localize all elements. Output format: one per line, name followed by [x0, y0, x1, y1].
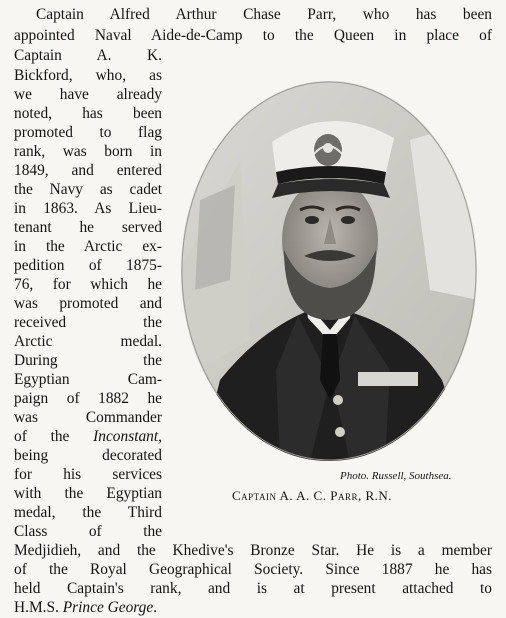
- article-line: During the: [14, 352, 162, 369]
- article-line: with the Egyptian: [14, 485, 162, 502]
- article-line: was Commander: [14, 409, 162, 426]
- article-line: we have already: [14, 86, 162, 103]
- article-line: rank, was born in: [14, 143, 162, 160]
- article-line: Bickford, who, as: [14, 67, 162, 84]
- article-line: noted, has been: [14, 105, 162, 122]
- portrait-illustration: [180, 80, 478, 462]
- article-line: pedition of 1875-: [14, 257, 162, 274]
- text-run: of the: [14, 428, 94, 445]
- article-line: [14, 428, 162, 447]
- article-line: held Captain's rank, and is at present attached to: [14, 580, 492, 597]
- article-line: Captain A. K.: [14, 47, 162, 64]
- article-line: received the: [14, 314, 162, 331]
- text-run: ,: [158, 428, 162, 445]
- ship-name: Prince George: [62, 599, 154, 616]
- article-line: Captain Alfred Arthur Chase Parr, who has been: [36, 6, 492, 23]
- article-line: was promoted and: [14, 295, 162, 312]
- article-line: promoted to flag: [14, 124, 162, 141]
- article-line: for his services: [14, 466, 162, 483]
- portrait-photo: [180, 80, 478, 462]
- text-run: H.M.S.: [14, 599, 63, 616]
- article-line: medal, the Third: [14, 504, 162, 521]
- article-line: Egyptian Cam-: [14, 371, 162, 388]
- article-line: Class of the: [14, 523, 162, 540]
- article-line: of the Royal Geographical Society. Since 1887 he has: [14, 561, 492, 578]
- article-line: Medjidieh, and the Khedive's Bronze Star. He is a member: [14, 542, 492, 559]
- article-line: appointed Naval Aide-de-Camp to the Queen in place of: [14, 27, 492, 44]
- article-line: 1849, and entered: [14, 162, 162, 179]
- photo-credit: Photo. Russell, Southsea.: [340, 470, 452, 482]
- ship-name: Inconstant: [93, 428, 159, 445]
- article-line: [14, 599, 492, 618]
- article-line: Arctic medal.: [14, 333, 162, 350]
- article-line: being decorated: [14, 447, 162, 464]
- article-line: in the Arctic ex-: [14, 238, 162, 255]
- article-line: in 1863. As Lieu-: [14, 200, 162, 217]
- article-line: the Navy as cadet: [14, 181, 162, 198]
- article-line: 76, for which he: [14, 276, 162, 293]
- text-run: .: [153, 599, 158, 616]
- article-line: paign of 1882 he: [14, 390, 162, 407]
- photo-caption: Captain A. A. C. Parr, R.N.: [232, 488, 393, 503]
- article-line: tenant he served: [14, 219, 162, 236]
